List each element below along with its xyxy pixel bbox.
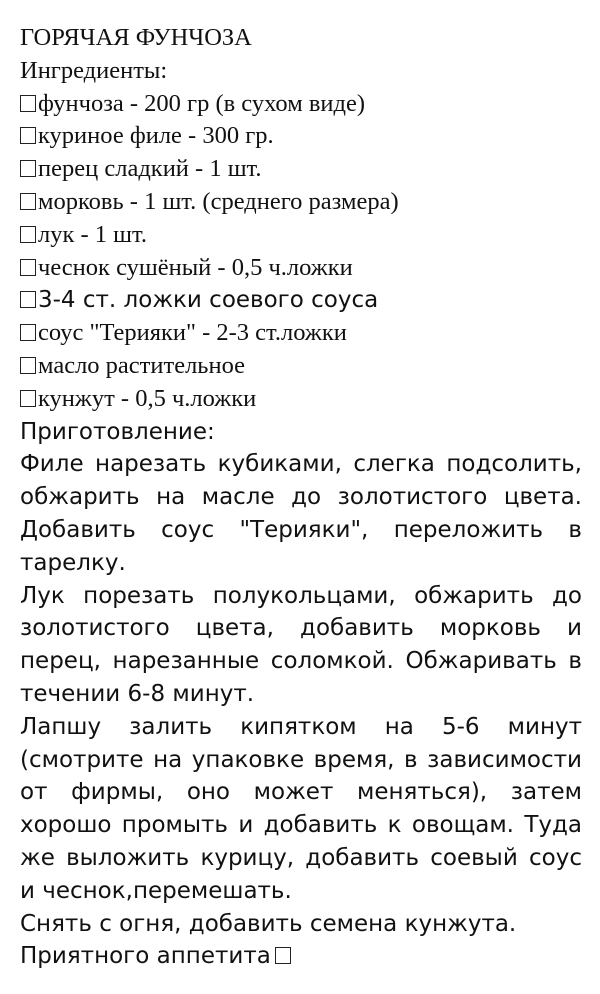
preparation-heading: Приготовление: <box>20 418 215 445</box>
checkbox-icon <box>20 127 36 144</box>
ingredient-item: морковь - 1 шт. (среднего размера) <box>20 186 582 219</box>
ingredient-item: соус "Терияки" - 2-3 ст.ложки <box>20 317 582 350</box>
ingredient-item: перец сладкий - 1 шт. <box>20 153 582 186</box>
ingredient-item: 3-4 ст. ложки соевого соуса <box>20 284 582 317</box>
checkbox-icon <box>20 324 36 341</box>
checkbox-icon <box>20 259 36 276</box>
ingredient-item: кунжут - 0,5 ч.ложки <box>20 383 582 416</box>
step-paragraph: Лук порезать полукольцами, обжарить до золотистого цвета, добавить морковь и перец, нарезанные соломкой. Обжаривать в течении 6-8 минут. <box>20 582 582 707</box>
checkbox-icon <box>20 95 36 112</box>
checkbox-icon <box>275 947 291 964</box>
ingredient-list <box>20 88 582 416</box>
closing-line <box>20 940 582 973</box>
step-paragraph: Лапшу залить кипятком на 5-6 минут (смотрите на упаковке время, в зависимости от фирмы, оно может меняться), затем хорошо промыть и добавить к овощам. Туда же выложить курицу, добавить соевый соус и чеснок,перемешать. <box>20 713 582 904</box>
step-paragraph: Снять с огня, добавить семена кунжута. <box>20 910 517 937</box>
ingredient-item: масло растительное <box>20 350 582 383</box>
closing-text: Приятного аппетита <box>20 943 271 970</box>
ingredient-item: куриное филе - 300 гр. <box>20 120 582 153</box>
checkbox-icon <box>20 193 36 210</box>
ingredient-item: фунчоза - 200 гр (в сухом виде) <box>20 88 582 121</box>
checkbox-icon <box>20 160 36 177</box>
checkbox-icon <box>20 390 36 407</box>
preparation-steps <box>20 448 582 940</box>
ingredients-heading: Ингредиенты: <box>20 56 168 84</box>
ingredient-item: чеснок сушёный - 0,5 ч.ложки <box>20 252 582 285</box>
ingredient-item: лук - 1 шт. <box>20 219 582 252</box>
recipe-title: ГОРЯЧАЯ ФУНЧОЗА <box>20 24 252 51</box>
checkbox-icon <box>20 357 36 374</box>
step-paragraph: Филе нарезать кубиками, слегка подсолить, обжарить на масле до золотистого цвета. Добавить соус "Терияки", переложить в тарелку. <box>20 451 582 576</box>
recipe-document <box>20 22 582 973</box>
checkbox-icon <box>20 291 36 308</box>
checkbox-icon <box>20 226 36 243</box>
